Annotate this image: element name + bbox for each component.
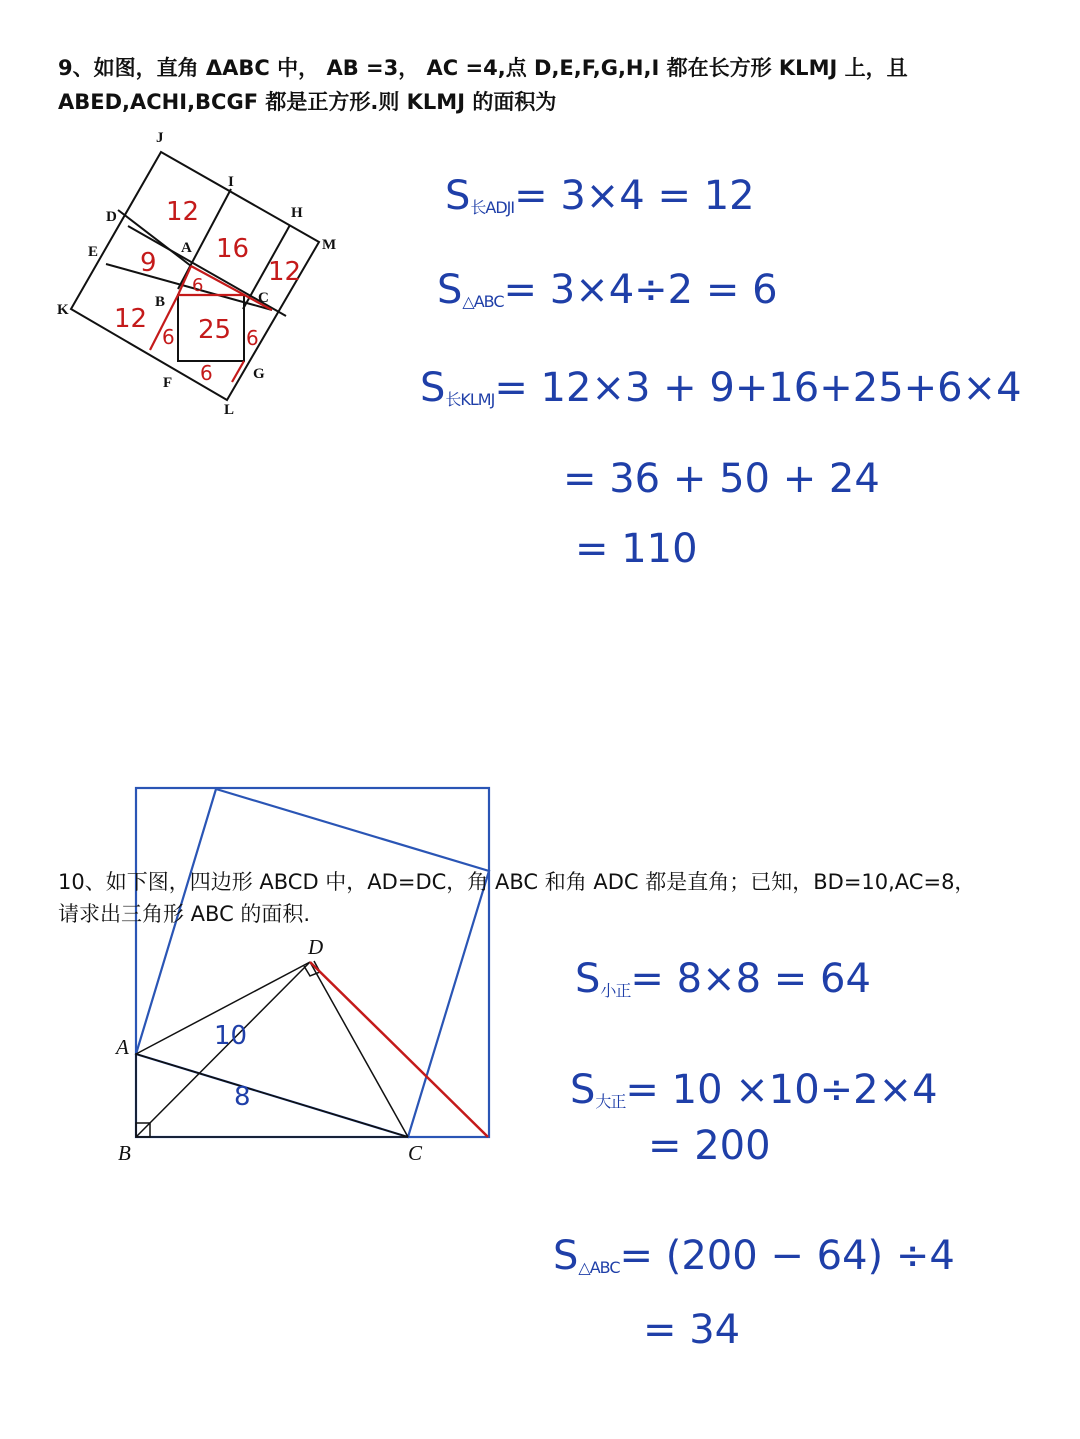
q10-work-line5: = 34	[643, 1307, 741, 1353]
label-i: I	[228, 174, 234, 190]
label-b-q10: B	[118, 1141, 131, 1165]
q10-work-line1: $S_{小正}= 8\times 8 = 64$	[575, 956, 871, 1002]
area-12-right: 12	[268, 257, 302, 287]
label-a-q10: A	[116, 1035, 129, 1059]
q10-prompt-line1: 10、如下图，四边形 ABCD 中，AD=DC，角 ABC 和角 ADC 都是直角；已知，BD=10,AC=8，	[58, 870, 976, 894]
area-6-left: 6	[162, 325, 175, 349]
label-c-q10: C	[408, 1141, 423, 1165]
q10-figure	[110, 780, 510, 1170]
q9-figure	[40, 125, 360, 425]
bd-length: 10	[214, 1021, 248, 1051]
area-16: 16	[216, 234, 250, 264]
label-m: M	[322, 237, 337, 253]
q9-prompt-line2: ABED,ACHI,BCGF 都是正方形.则 KLMJ 的面积为	[58, 90, 557, 114]
q10-work-line4: $S_{\triangle ABC}= (200 - 64) \div 4$	[553, 1233, 955, 1279]
q10-work-line3: = 200	[648, 1123, 771, 1169]
label-j: J	[156, 130, 164, 146]
label-f: F	[163, 375, 173, 391]
label-g: G	[253, 366, 265, 382]
q9-work-line3: $S_{长KLMJ}= 12\times 3 + 9+16+25+6\times 4$	[420, 365, 1022, 411]
area-12-top: 12	[166, 197, 200, 227]
q9-prompt-line1: 9、如图，直角 ΔABC 中， AB =3， AC =4,点 D,E,F,G,H,I 都在长方形 KLMJ 上，且	[58, 56, 908, 80]
label-h: H	[291, 205, 303, 221]
label-d-q10: D	[308, 935, 324, 959]
q9-work-line2: $S_{\triangle ABC}= 3\times 4\div 2 = 6$	[437, 267, 778, 313]
label-c: C	[258, 290, 269, 306]
area-12-left: 12	[114, 304, 148, 334]
area-9: 9	[140, 248, 157, 278]
q9-work-line5: = 110	[575, 526, 698, 572]
q9-work-line4: = 36 + 50 + 24	[563, 456, 880, 502]
label-k: K	[57, 302, 69, 318]
label-b: B	[155, 294, 166, 310]
q9-work-line1: $S_{长ADJI}= 3\times 4 = 12$	[445, 173, 755, 219]
q10-work-line2: $S_{大正}= 10 \times 10\div 2\times 4$	[570, 1067, 938, 1113]
label-a: A	[181, 240, 192, 256]
label-e: E	[88, 244, 99, 260]
area-25: 25	[198, 315, 232, 345]
area-6-a: 6	[192, 275, 204, 296]
q10-prompt-line2: 请求出三角形 ABC 的面积.	[58, 902, 311, 926]
area-6-right: 6	[246, 326, 259, 350]
label-d: D	[106, 209, 117, 225]
area-6-bottom: 6	[200, 361, 213, 385]
ac-length: 8	[234, 1082, 251, 1112]
label-l: L	[224, 402, 235, 418]
